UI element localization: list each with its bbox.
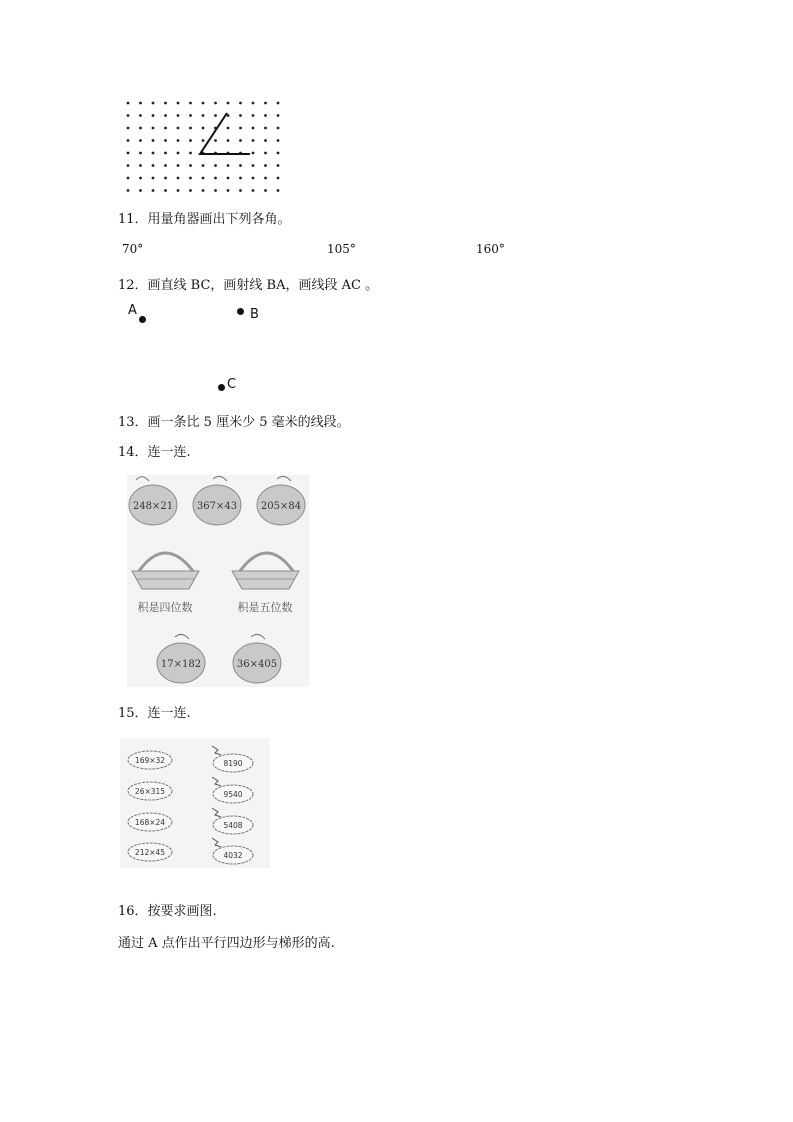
grid-dot xyxy=(214,177,217,180)
leaf-mark xyxy=(212,777,221,786)
grid-dot xyxy=(277,189,280,192)
grid-dot xyxy=(252,139,255,142)
point-b-dot xyxy=(237,308,244,315)
grid-dot xyxy=(127,127,130,130)
expression-cloud-4[interactable] xyxy=(128,843,172,861)
question-16-subtext: 通过 A 点作出平行四边形与梯形的高. xyxy=(118,936,335,951)
apple-bottom-2[interactable] xyxy=(233,634,281,683)
grid-dot xyxy=(127,114,130,117)
svg-text:168×24: 168×24 xyxy=(134,818,166,827)
grid-dot xyxy=(189,177,192,180)
result-cloud-2[interactable] xyxy=(213,785,253,803)
grid-dot xyxy=(127,164,130,167)
grid-dot xyxy=(202,114,205,117)
grid-dot xyxy=(239,139,242,142)
question-15-text: 15．连一连. xyxy=(118,706,191,721)
svg-text:367×43: 367×43 xyxy=(196,501,238,512)
grid-dot xyxy=(164,164,167,167)
apple-basket-figure xyxy=(127,475,309,687)
grid-dot xyxy=(152,127,155,130)
grid-dot xyxy=(152,114,155,117)
grid-dot xyxy=(164,102,167,105)
grid-dot xyxy=(152,164,155,167)
point-b-label: B xyxy=(250,307,259,322)
grid-dot xyxy=(252,189,255,192)
grid-dot xyxy=(239,127,242,130)
grid-dot xyxy=(139,102,142,105)
dot-grid-figure xyxy=(122,98,282,198)
grid-dot xyxy=(177,177,180,180)
grid-dot xyxy=(252,152,255,155)
grid-dot xyxy=(164,152,167,155)
grid-dot xyxy=(264,177,267,180)
grid-dot xyxy=(177,189,180,192)
grid-dot xyxy=(277,152,280,155)
grid-dot xyxy=(177,102,180,105)
apple-bottom-1[interactable] xyxy=(157,634,205,683)
svg-text:212×45: 212×45 xyxy=(134,848,166,857)
grid-dot xyxy=(127,139,130,142)
result-cloud-4[interactable] xyxy=(213,846,253,864)
leaf-mark xyxy=(212,746,221,755)
grid-dot xyxy=(164,114,167,117)
grid-dot xyxy=(139,189,142,192)
grid-dot xyxy=(214,114,217,117)
grid-dot xyxy=(152,102,155,105)
grid-dot xyxy=(264,114,267,117)
grid-dot xyxy=(239,164,242,167)
point-a-dot xyxy=(139,316,146,323)
svg-text:26×315: 26×315 xyxy=(134,787,166,796)
expression-cloud-2[interactable] xyxy=(128,782,172,800)
grid-dot xyxy=(152,152,155,155)
grid-dot xyxy=(214,164,217,167)
grid-dot xyxy=(164,177,167,180)
grid-dot xyxy=(177,164,180,167)
grid-dot xyxy=(152,189,155,192)
cloud-matching-figure xyxy=(120,738,270,868)
angle-160: 160° xyxy=(476,242,505,256)
grid-dot xyxy=(164,189,167,192)
grid-dot xyxy=(252,114,255,117)
result-cloud-3[interactable] xyxy=(213,816,253,834)
grid-dot xyxy=(239,189,242,192)
grid-dot xyxy=(239,177,242,180)
grid-dot xyxy=(252,164,255,167)
grid-dot xyxy=(277,114,280,117)
grid-dot xyxy=(189,189,192,192)
grid-dot xyxy=(264,164,267,167)
result-cloud-1[interactable] xyxy=(213,754,253,772)
svg-text:积是四位数: 积是四位数 xyxy=(137,601,193,614)
grid-dot xyxy=(177,114,180,117)
question-14-text: 14．连一连. xyxy=(118,445,191,460)
svg-text:248×21: 248×21 xyxy=(132,501,174,512)
grid-dot xyxy=(202,189,205,192)
angle-105: 105° xyxy=(327,242,356,256)
svg-text:17×182: 17×182 xyxy=(160,659,202,670)
grid-dot xyxy=(139,127,142,130)
basket-four-digit[interactable] xyxy=(132,553,199,614)
svg-text:205×84: 205×84 xyxy=(260,501,302,512)
grid-dot xyxy=(202,127,205,130)
grid-dot xyxy=(177,139,180,142)
grid-dot xyxy=(214,102,217,105)
angle-list xyxy=(0,242,793,258)
point-c-label: C xyxy=(227,377,237,392)
grid-dot xyxy=(227,127,230,130)
grid-dot xyxy=(139,152,142,155)
grid-dot xyxy=(152,177,155,180)
point-c-dot xyxy=(218,384,225,391)
svg-text:169×32: 169×32 xyxy=(134,756,166,765)
grid-dot xyxy=(239,114,242,117)
grid-dot xyxy=(202,139,205,142)
grid-dot xyxy=(139,177,142,180)
point-a-label: A xyxy=(128,303,137,318)
grid-dot xyxy=(277,177,280,180)
grid-dot xyxy=(227,177,230,180)
grid-dot xyxy=(239,102,242,105)
angle-70: 70° xyxy=(122,242,144,256)
svg-text:9540: 9540 xyxy=(223,790,243,799)
grid-dot xyxy=(127,189,130,192)
question-16-text: 16．按要求画图. xyxy=(118,904,217,919)
leaf-mark xyxy=(212,808,221,817)
apple-top-1[interactable] xyxy=(129,477,177,525)
leaf-mark xyxy=(212,838,221,847)
grid-dot xyxy=(177,127,180,130)
grid-dot xyxy=(202,102,205,105)
question-11-text: 11．用量角器画出下列各角。 xyxy=(118,212,291,227)
question-12-text: 12．画直线 BC，画射线 BA，画线段 AC 。 xyxy=(118,278,379,293)
grid-dot xyxy=(264,102,267,105)
angle-drawing xyxy=(200,113,250,154)
grid-dot xyxy=(252,127,255,130)
grid-dot xyxy=(189,139,192,142)
grid-dot xyxy=(252,177,255,180)
grid-dot xyxy=(227,189,230,192)
grid-dot xyxy=(189,102,192,105)
grid-dot xyxy=(177,152,180,155)
grid-dot xyxy=(202,177,205,180)
expression-cloud-3[interactable] xyxy=(128,813,172,831)
grid-dot xyxy=(189,127,192,130)
grid-dot xyxy=(139,164,142,167)
grid-dot xyxy=(139,139,142,142)
grid-dot xyxy=(264,127,267,130)
question-13-text: 13．画一条比 5 厘米少 5 毫米的线段。 xyxy=(118,415,350,430)
grid-dot xyxy=(214,139,217,142)
grid-dot xyxy=(189,164,192,167)
grid-dot xyxy=(164,127,167,130)
grid-dot xyxy=(227,102,230,105)
grid-dot xyxy=(214,189,217,192)
grid-dot xyxy=(264,152,267,155)
grid-dots xyxy=(127,102,280,192)
grid-dot xyxy=(277,127,280,130)
grid-dot xyxy=(264,189,267,192)
expression-cloud-1[interactable] xyxy=(128,751,172,769)
grid-dot xyxy=(277,164,280,167)
grid-dot xyxy=(127,102,130,105)
basket-five-digit[interactable] xyxy=(232,553,299,614)
grid-dot xyxy=(127,152,130,155)
grid-dot xyxy=(227,164,230,167)
grid-dot xyxy=(252,102,255,105)
svg-text:4032: 4032 xyxy=(223,851,243,860)
apple-top-2[interactable] xyxy=(193,476,241,525)
grid-dot xyxy=(189,152,192,155)
grid-dot xyxy=(277,139,280,142)
grid-dot xyxy=(152,139,155,142)
grid-dot xyxy=(277,102,280,105)
grid-dot xyxy=(139,114,142,117)
svg-text:36×405: 36×405 xyxy=(236,659,278,670)
grid-dot xyxy=(227,139,230,142)
grid-dot xyxy=(202,164,205,167)
svg-text:5408: 5408 xyxy=(223,821,243,830)
grid-dot xyxy=(127,177,130,180)
svg-text:8190: 8190 xyxy=(223,759,243,768)
grid-dot xyxy=(189,114,192,117)
svg-text:积是五位数: 积是五位数 xyxy=(237,601,293,614)
apple-top-3[interactable] xyxy=(257,476,305,525)
grid-dot xyxy=(264,139,267,142)
grid-dot xyxy=(164,139,167,142)
